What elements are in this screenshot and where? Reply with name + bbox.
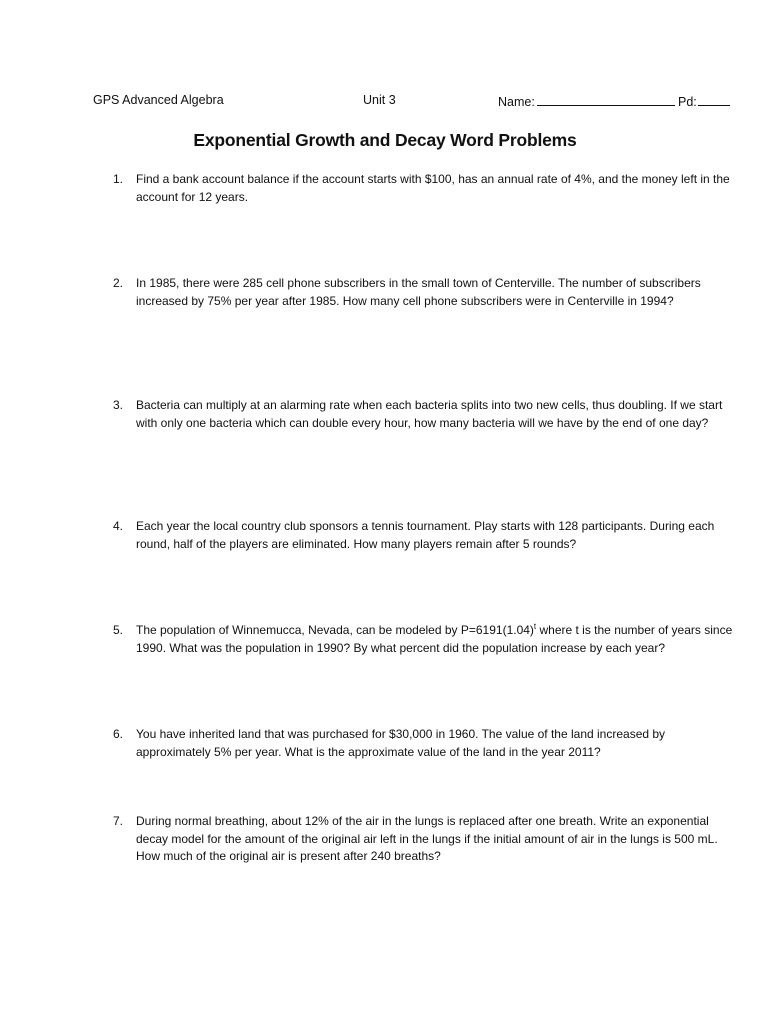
worksheet-title: Exponential Growth and Decay Word Problems <box>193 130 577 150</box>
problem-2 <box>113 275 738 310</box>
problem-number: 6. <box>113 727 124 741</box>
problem-3 <box>113 397 738 432</box>
problem-number: 4. <box>113 519 124 533</box>
problem-text: Each year the local country club sponsors a tennis tournament. Play starts with 128 participants. During each round, half of the players are eliminated. How many players remain after 5 rounds? <box>136 519 715 551</box>
name-blank-line <box>537 93 675 106</box>
worksheet-header <box>0 93 770 111</box>
problem-text: Bacteria can multiply at an alarming rate when each bacteria splits into two new cells, thus doubling. If we start with only one bacteria which can double every hour, how many bacteria will we have by the end of one day? <box>136 398 723 430</box>
name-field <box>498 93 675 109</box>
unit-label: Unit 3 <box>363 93 396 107</box>
problem-number: 2. <box>113 276 124 290</box>
name-label: Name: <box>498 95 535 109</box>
exponent: t <box>533 622 537 631</box>
problem-number: 1. <box>113 172 124 186</box>
problem-4 <box>113 518 738 553</box>
problem-text: You have inherited land that was purchased for $30,000 in 1960. The value of the land increased by approximately 5% per year. What is the approximate value of the land in the year 2011? <box>136 727 666 759</box>
problem-text <box>136 622 738 657</box>
problem-text: Find a bank account balance if the account starts with $100, has an annual rate of 4%, and the money left in the account for 12 years. <box>136 172 730 204</box>
problem-5 <box>113 622 738 657</box>
problem-text: During normal breathing, about 12% of the air in the lungs is replaced after one breath. Write an exponential decay model for the amount of the original air left in the lungs if the initial amount of air in the lungs is 500 mL. How much of the original air is present after 240 breaths? <box>136 814 718 864</box>
problem-text-after: where t is the number of years since 1990. What was the population in 1990? By what percent did the population increase by each year? <box>136 623 733 655</box>
problem-6 <box>113 726 738 761</box>
problem-number: 7. <box>113 814 124 828</box>
problem-7 <box>113 813 738 866</box>
problem-number: 3. <box>113 398 124 412</box>
problem-number: 5. <box>113 623 124 637</box>
course-name: GPS Advanced Algebra <box>93 93 224 107</box>
period-blank-line <box>698 93 730 106</box>
period-field <box>678 93 730 109</box>
period-label: Pd: <box>678 95 697 109</box>
problem-text: In 1985, there were 285 cell phone subscribers in the small town of Centerville. The number of subscribers increased by 75% per year after 1985. How many cell phone subscribers were in Centerville in 1994? <box>136 276 701 308</box>
problem-text-before: The population of Winnemucca, Nevada, can be modeled by P=6191(1.04) <box>136 623 534 637</box>
problem-1 <box>113 171 738 206</box>
